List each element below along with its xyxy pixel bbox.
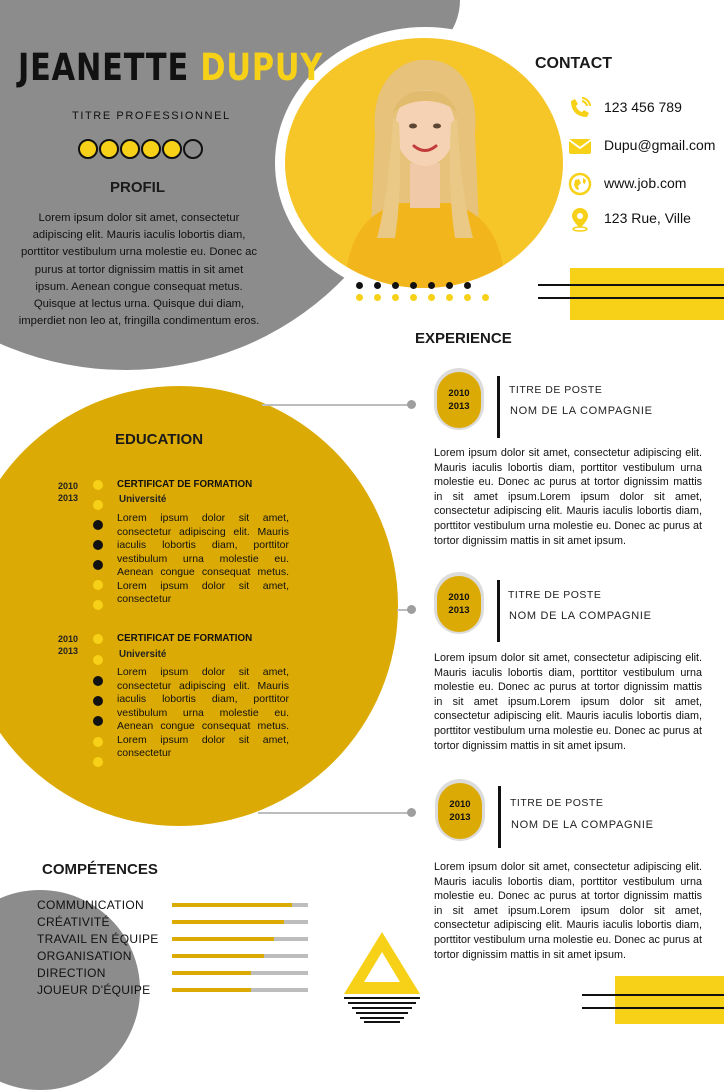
skill-bar-fill <box>172 988 251 992</box>
experience-year-end: 2013 <box>448 605 470 616</box>
timeline-dot <box>93 737 103 747</box>
education-description: Lorem ipsum dolor sit amet, consectetur adipiscing elit. Mauris iaculis lobortis diam, porttitor vestibulum urna molestie eu. Aenean congue consequat metus. Lorem ipsum dolor sit amet, consectetur <box>117 666 289 759</box>
dot-decoration <box>464 294 471 301</box>
timeline-connector <box>258 812 412 814</box>
mail-icon <box>567 133 593 159</box>
phone-icon <box>567 95 593 121</box>
experience-description: Lorem ipsum dolor sit amet, consectetur adipiscing elit. Mauris iaculis lobortis diam, porttitor vestibulum urna molestie eu. Donec ac purus at tortor dignissim mattis in sit amet ipsum.Lorem ipsum dolor sit amet, consectetur adipiscing elit. Mauris iaculis lobortis diam, porttitor vestibulum urna molestie eu. Donec ac purus at tortor dignissim mattis in sit amet ipsum. <box>434 652 702 752</box>
dot-decoration <box>482 294 489 301</box>
timeline-dot <box>93 600 103 610</box>
experience-date-badge <box>434 572 484 634</box>
experience-position: TITRE DE POSTE <box>509 384 603 396</box>
education-certificate: CERTIFICAT DE FORMATION <box>117 633 253 644</box>
contact-email <box>567 133 716 159</box>
education-year-start: 2010 <box>58 481 79 491</box>
skill-bar-fill <box>172 971 251 975</box>
education-school: Université <box>119 649 167 660</box>
dot-decoration <box>446 294 453 301</box>
contact-website-value[interactable]: www.job.com <box>604 175 687 191</box>
education-year-end: 2013 <box>58 493 79 503</box>
profile-text: Lorem ipsum dolor sit amet, consectetur adipiscing elit. Mauris iaculis lobortis diam, porttitor vestibulum urna molestie eu. Donec ac purus at tortor dignissim mattis in sit amet ipsum. Aenean congue consequat metus. Quisque at lectus urna. Quisque dui diam, imperdiet non leo at, fringilla condimentum eros. <box>18 212 260 328</box>
timeline-dot <box>93 520 103 530</box>
experience-date-badge <box>434 368 484 430</box>
accent-line <box>582 1007 724 1009</box>
timeline-dot <box>93 560 103 570</box>
experience-year-end: 2013 <box>448 401 470 412</box>
contact-phone-value[interactable]: 123 456 789 <box>604 99 682 115</box>
skill-label: DIRECTION <box>37 966 106 980</box>
experience-title: EXPERIENCE <box>415 330 512 347</box>
globe-icon <box>567 171 593 197</box>
skill-bar-fill <box>172 937 274 941</box>
experience-company: NOM DE LA COMPAGNIE <box>511 819 654 831</box>
experience-position: TITRE DE POSTE <box>510 797 604 809</box>
contact-phone <box>567 95 682 121</box>
education-title: EDUCATION <box>115 431 204 448</box>
timeline-dot <box>93 634 103 644</box>
contact-email-value[interactable]: Dupu@gmail.com <box>604 137 716 153</box>
last-name: DUPUY <box>200 46 324 89</box>
skill-label: ORGANISATION <box>37 949 132 963</box>
contact-address <box>567 206 691 232</box>
dot-decoration <box>428 282 435 289</box>
dot-decoration <box>428 294 435 301</box>
experience-divider <box>498 786 501 848</box>
skill-bar <box>172 988 308 992</box>
timeline-connector <box>262 404 412 406</box>
experience-year-start: 2010 <box>449 799 471 810</box>
skill-bar <box>172 920 308 924</box>
education-school: Université <box>119 494 167 505</box>
education-years <box>58 633 78 657</box>
skill-label: JOUEUR D'ÉQUIPE <box>37 983 151 997</box>
skill-bar <box>172 937 308 941</box>
skill-bar-fill <box>172 920 284 924</box>
skill-bar <box>172 903 308 907</box>
skill-label: TRAVAIL EN ÉQUIPE <box>37 932 159 946</box>
circle-decoration <box>99 139 119 159</box>
experience-divider <box>497 376 500 438</box>
timeline-dot <box>93 655 103 665</box>
yellow-accent-block <box>570 268 724 320</box>
dot-decoration <box>410 282 417 289</box>
dot-decoration <box>410 294 417 301</box>
circle-decoration <box>162 139 182 159</box>
dot-decoration <box>464 282 471 289</box>
dot-decoration <box>374 282 381 289</box>
experience-position: TITRE DE POSTE <box>508 589 602 601</box>
dot-decoration <box>356 282 363 289</box>
timeline-dot <box>93 500 103 510</box>
dot-decoration <box>392 282 399 289</box>
circle-decoration <box>183 139 203 159</box>
timeline-dot <box>93 696 103 706</box>
skill-bar <box>172 954 308 958</box>
first-name: JEANETTE <box>18 46 189 89</box>
experience-year-start: 2010 <box>448 592 470 603</box>
portrait-illustration <box>285 38 563 288</box>
education-certificate: CERTIFICAT DE FORMATION <box>117 479 253 490</box>
yellow-accent-block <box>615 976 724 1024</box>
experience-date-badge <box>435 779 485 841</box>
circle-decoration <box>141 139 161 159</box>
skill-bar <box>172 971 308 975</box>
accent-line <box>538 284 724 286</box>
accent-line <box>582 994 724 996</box>
dot-decoration <box>356 294 363 301</box>
timeline-node <box>407 808 416 817</box>
dot-decoration <box>392 294 399 301</box>
experience-description: Lorem ipsum dolor sit amet, consectetur adipiscing elit. Mauris iaculis lobortis diam, porttitor vestibulum urna molestie eu. Donec ac purus at tortor dignissim mattis in sit amet ipsum.Lorem ipsum dolor sit amet, consectetur adipiscing elit. Mauris iaculis lobortis diam, porttitor vestibulum urna molestie eu. Donec ac purus at tortor dignissim mattis in sit amet ipsum. <box>434 447 702 547</box>
experience-company: NOM DE LA COMPAGNIE <box>509 610 652 622</box>
timeline-node <box>407 400 416 409</box>
experience-company: NOM DE LA COMPAGNIE <box>510 405 653 417</box>
experience-description: Lorem ipsum dolor sit amet, consectetur adipiscing elit. Mauris iaculis lobortis diam, porttitor vestibulum urna molestie eu. Donec ac purus at tortor dignissim mattis in sit amet ipsum.Lorem ipsum dolor sit amet, consectetur adipiscing elit. Mauris iaculis lobortis diam, porttitor vestibulum urna molestie eu. Donec ac purus at tortor dignissim mattis in sit amet ipsum. <box>434 861 702 961</box>
timeline-dot <box>93 716 103 726</box>
education-year-end: 2013 <box>58 646 79 656</box>
skills-title: COMPÉTENCES <box>42 861 158 878</box>
experience-divider <box>497 580 500 642</box>
circle-decoration <box>120 139 140 159</box>
skill-label: COMMUNICATION <box>37 898 145 912</box>
contact-title: CONTACT <box>535 55 613 72</box>
full-name <box>18 46 323 89</box>
dot-decoration <box>446 282 453 289</box>
timeline-node <box>407 605 416 614</box>
skill-bar-fill <box>172 903 292 907</box>
education-years <box>58 480 78 504</box>
experience-year-end: 2013 <box>449 812 471 823</box>
profile-title: PROFIL <box>110 179 165 196</box>
timeline-dot <box>93 757 103 767</box>
contact-address-value: 123 Rue, Ville <box>604 210 691 226</box>
timeline-dot <box>93 480 103 490</box>
timeline-dot <box>93 580 103 590</box>
accent-line <box>538 297 724 299</box>
education-description: Lorem ipsum dolor sit amet, consectetur adipiscing elit. Mauris iaculis lobortis diam, porttitor vestibulum urna molestie eu. Aenean congue consequat metus. Lorem ipsum dolor sit amet, consectetur <box>117 512 289 605</box>
timeline-dot <box>93 540 103 550</box>
profile-photo <box>285 38 563 288</box>
timeline-dot <box>93 676 103 686</box>
skill-label: CRÉATIVITÉ <box>37 915 110 929</box>
education-year-start: 2010 <box>58 634 79 644</box>
job-title: TITRE PROFESSIONNEL <box>72 110 231 122</box>
contact-website <box>567 171 687 197</box>
experience-year-start: 2010 <box>448 388 470 399</box>
circle-decoration <box>78 139 98 159</box>
skill-bar-fill <box>172 954 264 958</box>
triangle-decoration <box>340 930 424 1024</box>
location-pin-icon <box>567 206 593 232</box>
dot-decoration <box>374 294 381 301</box>
